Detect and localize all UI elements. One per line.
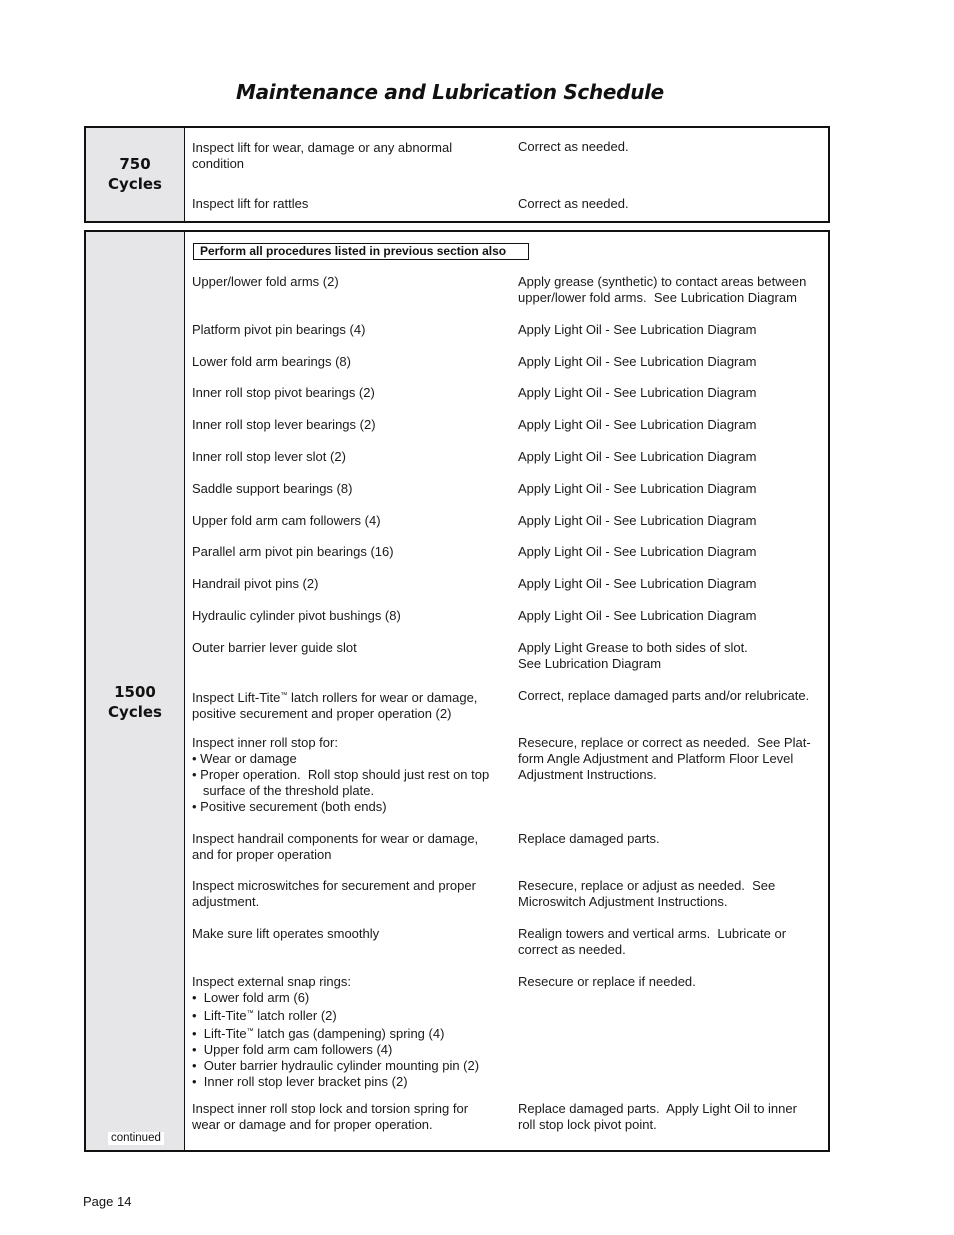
item-text: Inspect microswitches for securement and proper adjustment. (192, 878, 476, 909)
action-text: Apply Light Oil - See Lubrication Diagram (518, 544, 757, 559)
continued-label: continued (108, 1132, 164, 1145)
action-text: Correct as needed. (518, 139, 629, 154)
action-text: Apply Light Oil - See Lubrication Diagram (518, 449, 757, 464)
action-text: Apply Light Grease to both sides of slot. See Lubrication Diagram (518, 640, 748, 671)
action-text: Replace damaged parts. Apply Light Oil to inner roll stop lock pivot point. (518, 1101, 797, 1132)
item-text: Handrail pivot pins (2) (192, 576, 319, 591)
item-text: Make sure lift operates smoothly (192, 926, 380, 941)
action-text: Resecure or replace if needed. (518, 974, 696, 989)
item-text: Inspect lift for wear, damage or any abnormal condition (192, 140, 453, 171)
action-text: Apply Light Oil - See Lubrication Diagram (518, 385, 757, 400)
action-text: Resecure, replace or correct as needed. See Plat- form Angle Adjustment and Platform Floor Level Adjustment Instructions. (518, 735, 811, 782)
action-text: Realign towers and vertical arms. Lubricate or correct as needed. (518, 926, 787, 957)
item-text: Inner roll stop lever slot (2) (192, 449, 346, 464)
section-note: Perform all procedures listed in previous section also (193, 243, 529, 260)
item-text: Inspect inner roll stop lock and torsion spring for wear or damage and for proper operation. (192, 1101, 469, 1132)
action-text: Apply Light Oil - See Lubrication Diagram (518, 608, 757, 623)
action-text: Apply Light Oil - See Lubrication Diagram (518, 576, 757, 591)
action-text: Apply Light Oil - See Lubrication Diagram (518, 354, 757, 369)
item-text: Hydraulic cylinder pivot bushings (8) (192, 608, 401, 623)
item-text: Inspect handrail components for wear or damage, and for proper operation (192, 831, 479, 862)
action-text: Apply Light Oil - See Lubrication Diagram (518, 417, 757, 432)
item-text: Outer barrier lever guide slot (192, 640, 357, 655)
section-label-unit: Cycles (108, 175, 162, 193)
action-text: Correct, replace damaged parts and/or relubricate. (518, 688, 810, 703)
item-text: Upper/lower fold arms (2) (192, 274, 339, 289)
section-label-number: 1500 (114, 683, 156, 701)
action-text: Apply Light Oil - See Lubrication Diagram (518, 481, 757, 496)
item-text: Inspect external snap rings: • Lower fold arm (6) • Lift-Tite™ latch roller (2) • Lift-Tite™ latch gas (dampening) spring (4) • Upper fold arm cam followers (4) • Outer barrier hydraulic cylinder mounting pin (2) • Inner roll stop lever bracket pins (2) (192, 974, 480, 1089)
item-text: Upper fold arm cam followers (4) (192, 513, 381, 528)
section-label-number: 750 (119, 155, 151, 173)
item-text: Inspect lift for rattles (192, 196, 309, 211)
action-text: Resecure, replace or adjust as needed. See Microswitch Adjustment Instructions. (518, 878, 776, 909)
action-text: Replace damaged parts. (518, 831, 660, 846)
action-text: Apply Light Oil - See Lubrication Diagram (518, 513, 757, 528)
action-text: Apply grease (synthetic) to contact areas between upper/lower fold arms. See Lubrication Diagram (518, 274, 807, 305)
section-label (86, 154, 184, 194)
section-750-cycles (84, 126, 830, 223)
section-label (86, 682, 184, 722)
item-text: Inspect Lift-Tite™ latch rollers for wear or damage, positive securement and proper operation (2) (192, 690, 478, 721)
item-text: Inspect inner roll stop for: • Wear or damage • Proper operation. Roll stop should just rest on top surface of the threshold plate. • Positive securement (both ends) (192, 735, 490, 814)
item-text: Lower fold arm bearings (8) (192, 354, 351, 369)
action-text: Correct as needed. (518, 196, 629, 211)
item-text: Inner roll stop lever bearings (2) (192, 417, 376, 432)
page-number: Page 14 (83, 1194, 132, 1209)
item-text: Parallel arm pivot pin bearings (16) (192, 544, 394, 559)
item-text: Saddle support bearings (8) (192, 481, 353, 496)
item-text: Inner roll stop pivot bearings (2) (192, 385, 375, 400)
section-label-unit: Cycles (108, 703, 162, 721)
item-text: Platform pivot pin bearings (4) (192, 322, 366, 337)
section-1500-cycles (84, 230, 830, 1152)
page-title: Maintenance and Lubrication Schedule (236, 80, 664, 104)
action-text: Apply Light Oil - See Lubrication Diagram (518, 322, 757, 337)
